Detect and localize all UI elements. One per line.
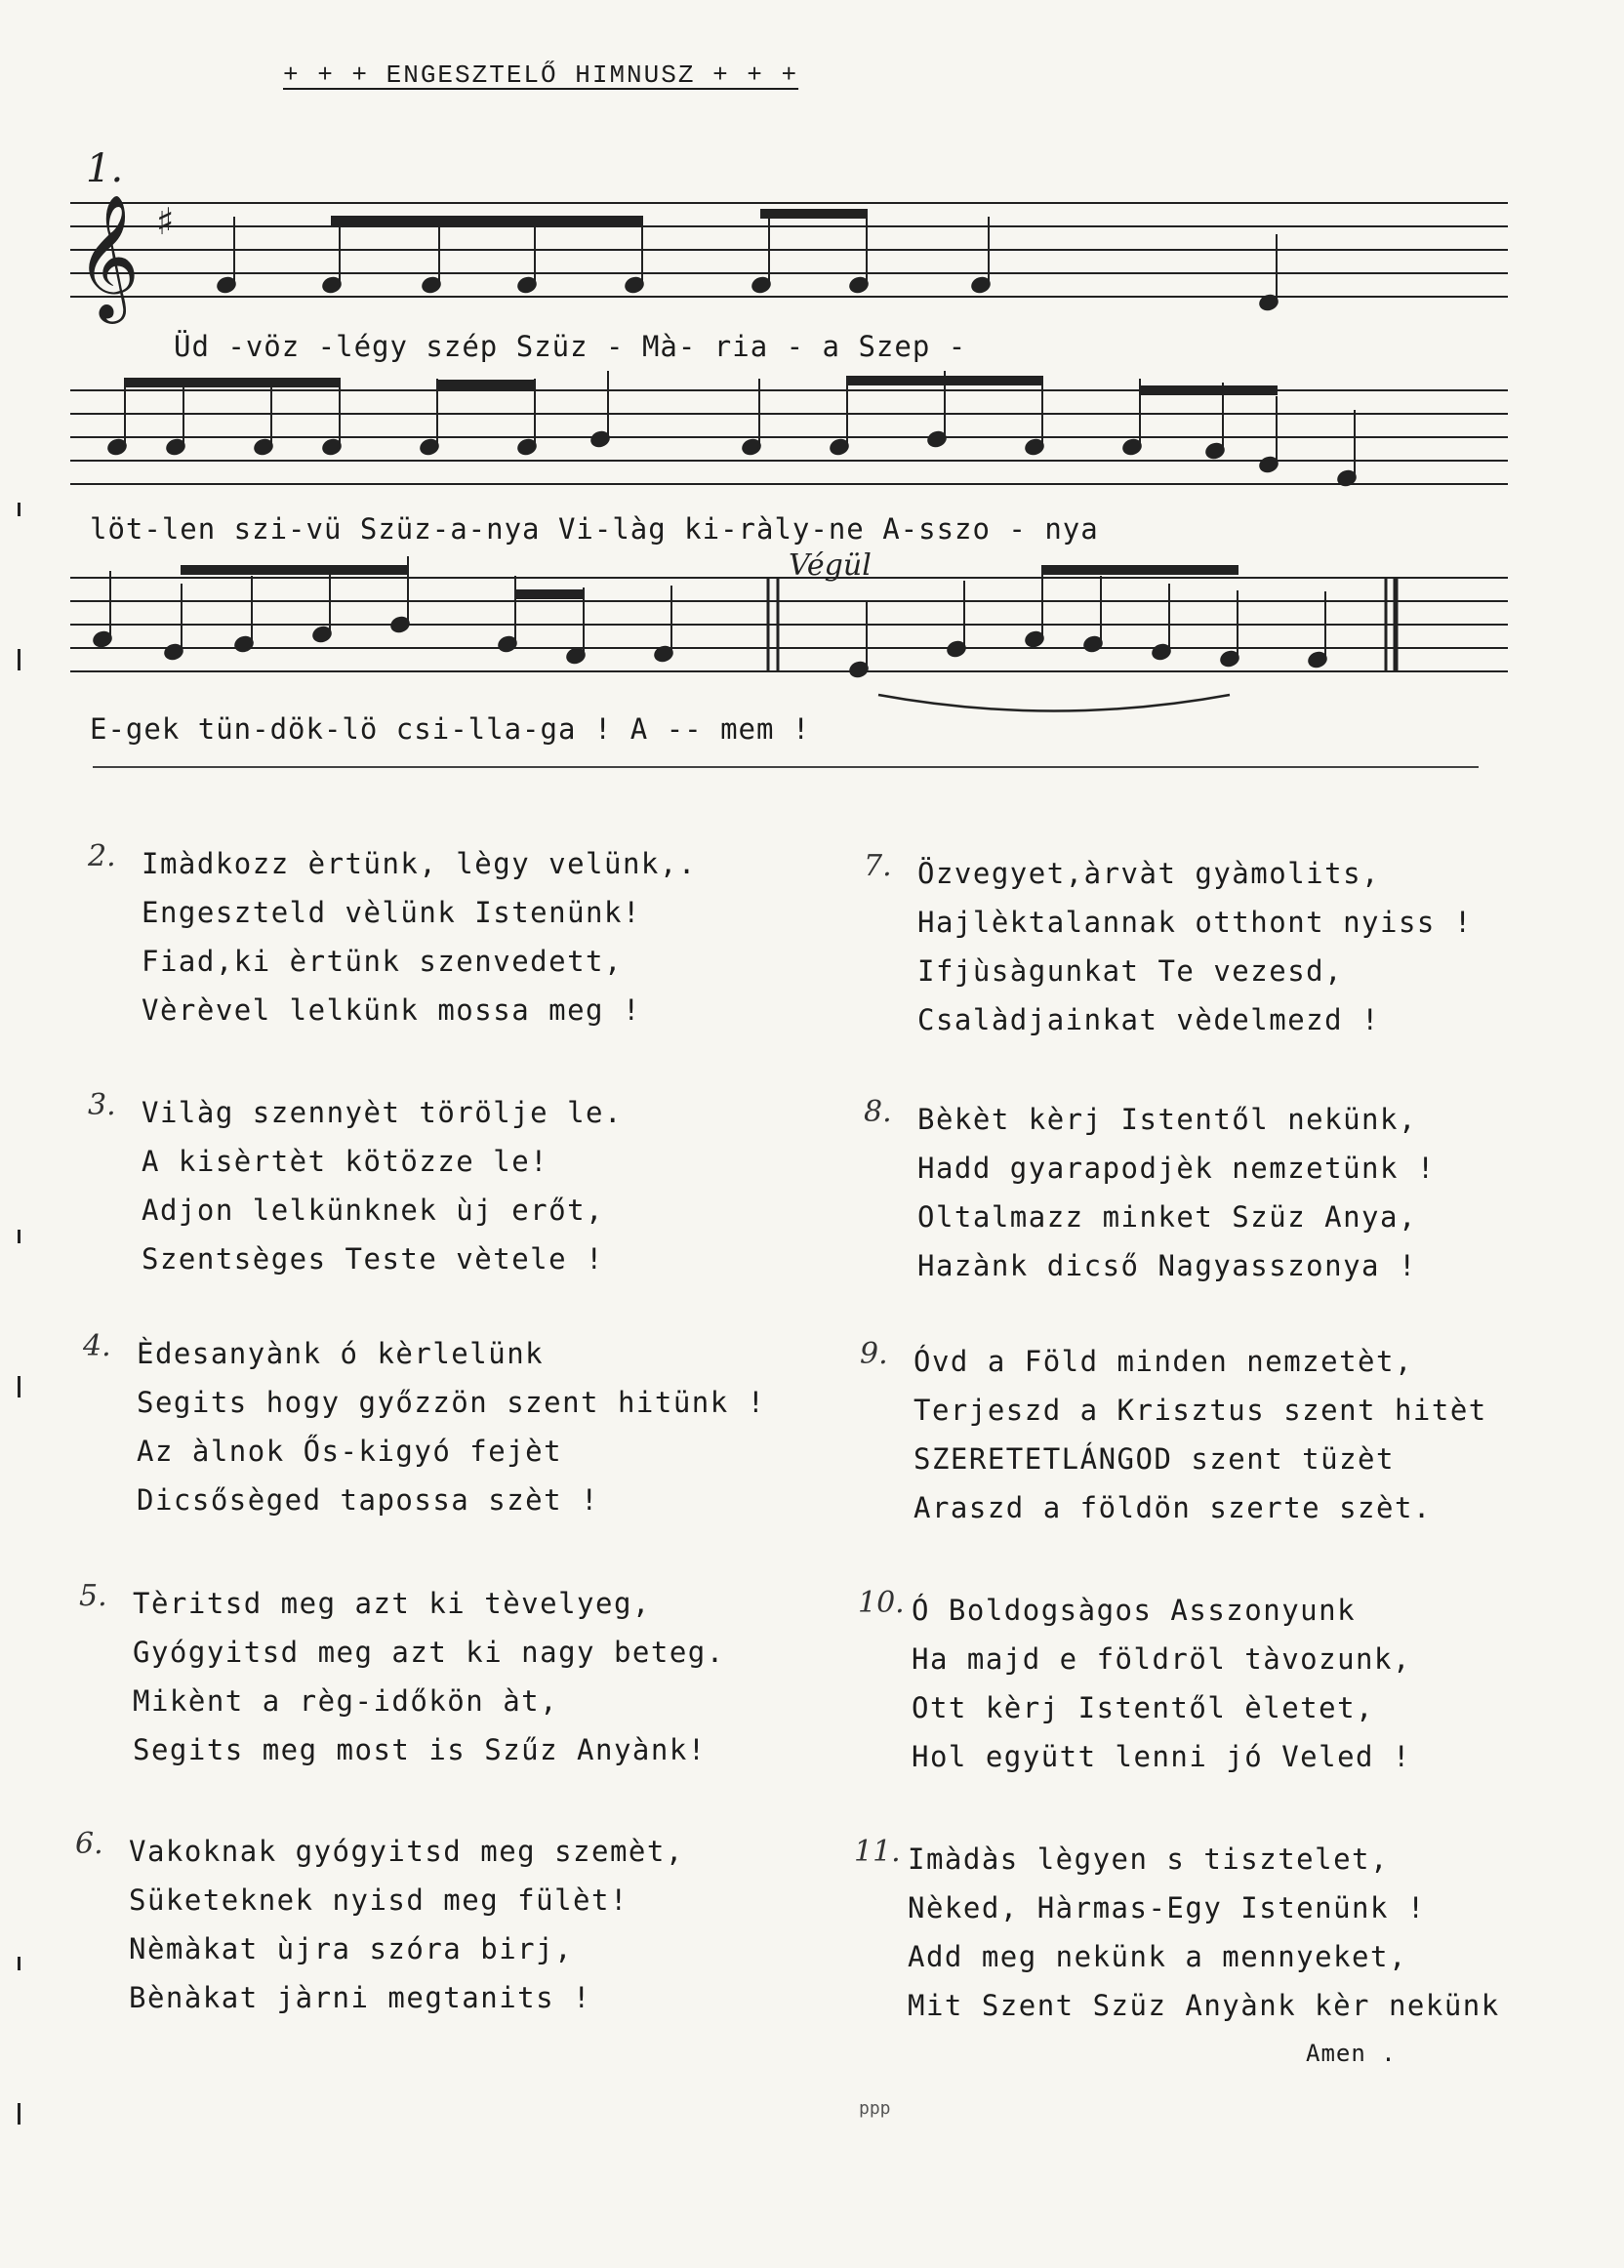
verse-number: 11. xyxy=(854,1835,901,1869)
verse-line: Vilàg szennyèt törölje le. xyxy=(142,1096,623,1129)
verse-line: Tèritsd meg azt ki tèvelyeg, xyxy=(133,1587,651,1620)
note-beam xyxy=(1140,386,1277,394)
verse-line: Fiad,ki èrtünk szenvedett, xyxy=(142,945,623,978)
verse-line: Ifjùsàgunkat Te vezesd, xyxy=(917,954,1344,988)
verse-line: Hadd gyarapodjèk nemzetünk ! xyxy=(917,1152,1436,1185)
staff-3 xyxy=(70,578,1508,671)
verse-2 xyxy=(88,839,697,1034)
verse-line: Ó Boldogsàgos Asszonyunk xyxy=(912,1594,1357,1627)
verse-3 xyxy=(88,1088,623,1283)
verse-line: Hol együtt lenni jó Veled ! xyxy=(912,1740,1411,1773)
verse-4 xyxy=(83,1329,766,1524)
verse-6 xyxy=(75,1827,684,2022)
verse-line: Süketeknek nyisd meg fülèt! xyxy=(129,1883,629,1917)
verse-line: Imàdàs lègyen s tisztelet, xyxy=(908,1843,1389,1876)
verse-line: Óvd a Föld minden nemzetèt, xyxy=(914,1345,1413,1378)
verse-number: 5. xyxy=(79,1579,107,1613)
footer-mark: ppp xyxy=(859,2098,891,2119)
margin-mark xyxy=(18,2103,20,2125)
verse-line: A kisèrtèt kötözze le! xyxy=(142,1145,549,1178)
verse-line: Segits meg most is Szűz Anyànk! xyxy=(133,1733,707,1766)
verse-number: 3. xyxy=(88,1088,116,1122)
verse-line: Engeszteld vèlünk Istenünk! xyxy=(142,896,641,929)
slur-icon xyxy=(878,695,1230,711)
verse-number: 4. xyxy=(83,1329,111,1363)
verse-line: Bèkèt kèrj Istentől nekünk, xyxy=(917,1103,1417,1136)
margin-mark xyxy=(18,503,20,516)
verse-line: Imàdkozz èrtünk, lègy velünk,. xyxy=(142,847,697,880)
verse-line: Araszd a földön szerte szèt. xyxy=(914,1491,1432,1524)
verse-number: 8. xyxy=(864,1095,892,1129)
verse-line: Nèked, Hàrmas-Egy Istenünk ! xyxy=(908,1891,1426,1924)
divider xyxy=(93,766,1479,768)
treble-clef-icon: 𝄞 xyxy=(76,193,141,318)
verse-number: 2. xyxy=(88,839,116,873)
vegul-annotation: Végül xyxy=(789,548,872,583)
note-beam xyxy=(437,381,535,388)
verse-line: Bènàkat jàrni megtanits ! xyxy=(129,1981,591,2014)
verse-number: 10. xyxy=(858,1586,905,1620)
note-beam xyxy=(761,210,867,218)
verse-line: Ott kèrj Istentől èletet, xyxy=(912,1691,1374,1724)
verse-line: Vakoknak gyógyitsd meg szemèt, xyxy=(129,1835,684,1868)
verse-8 xyxy=(864,1095,1436,1290)
verse-line: Szentsèges Teste vètele ! xyxy=(142,1242,604,1276)
verse-7 xyxy=(864,849,1473,1044)
margin-mark xyxy=(18,1376,20,1397)
verse-line: Segits hogy győzzön szent hitünk ! xyxy=(137,1386,766,1419)
verse-line: Az àlnok Ős-kigyó fejèt xyxy=(137,1435,563,1468)
verse-1-number: 1. xyxy=(86,146,124,191)
note-beam xyxy=(332,217,642,224)
verse-line: Mikènt a règ-időkön àt, xyxy=(133,1684,559,1718)
music-score xyxy=(0,0,1624,781)
closing-amen: Amen . xyxy=(1306,2040,1397,2067)
verse-10 xyxy=(858,1586,1411,1781)
verse-line: Mit Szent Szüz Anyànk kèr nekünk xyxy=(908,1989,1500,2022)
verse-9 xyxy=(860,1337,1487,1532)
note-beam xyxy=(125,379,340,386)
verse-line: Dicsősèged tapossa szèt ! xyxy=(137,1483,599,1517)
verse-line: Hajlèktalannak otthont nyiss ! xyxy=(917,906,1473,939)
verse-line: Terjeszd a Krisztus szent hitèt xyxy=(914,1394,1487,1427)
note-beam xyxy=(515,590,584,598)
lyrics-line-3: E-gek tün-dök-lö csi-lla-ga ! A -- mem ! xyxy=(90,712,811,746)
margin-mark xyxy=(18,1230,20,1243)
note-beam xyxy=(1042,566,1238,574)
verse-line: Vèrèvel lelkünk mossa meg ! xyxy=(142,993,641,1027)
verse-line: Nèmàkat ùjra szóra birj, xyxy=(129,1932,574,1965)
page-title: + + + ENGESZTELŐ HIMNUSZ + + + xyxy=(283,61,799,90)
verse-11 xyxy=(854,1835,1500,2030)
margin-mark xyxy=(18,1957,20,1970)
verse-line: SZERETETLÁNGOD szent tüzèt xyxy=(914,1442,1395,1476)
note-beam xyxy=(847,377,1042,385)
lyrics-line-2: löt-len szi-vü Szüz-a-nya Vi-làg ki-ràly-ne A-sszo - nya xyxy=(90,512,1099,546)
verse-5 xyxy=(79,1579,725,1774)
verse-line: Özvegyet,àrvàt gyàmolits, xyxy=(917,857,1380,890)
verse-line: Csalàdjainkat vèdelmezd ! xyxy=(917,1003,1380,1036)
sharp-icon: ♯ xyxy=(156,200,175,243)
verse-number: 6. xyxy=(75,1827,103,1861)
staff-2 xyxy=(70,390,1508,484)
verse-line: Gyógyitsd meg azt ki nagy beteg. xyxy=(133,1636,725,1669)
margin-mark xyxy=(18,649,20,670)
verse-line: Hazànk dicső Nagyasszonya ! xyxy=(917,1249,1417,1282)
verse-line: Add meg nekünk a mennyeket, xyxy=(908,1940,1407,1973)
verse-line: Oltalmazz minket Szüz Anya, xyxy=(917,1200,1417,1234)
verse-number: 7. xyxy=(864,849,892,883)
verse-line: Èdesanyànk ó kèrlelünk xyxy=(137,1337,545,1370)
note-beam xyxy=(182,566,408,574)
verse-line: Adjon lelkünknek ùj erőt, xyxy=(142,1194,604,1227)
lyrics-line-1: Üd -vöz -légy szép Szüz - Mà- ria - a Szep - xyxy=(174,330,967,363)
verse-line: Ha majd e földröl tàvozunk, xyxy=(912,1642,1411,1676)
verse-number: 9. xyxy=(860,1337,888,1371)
